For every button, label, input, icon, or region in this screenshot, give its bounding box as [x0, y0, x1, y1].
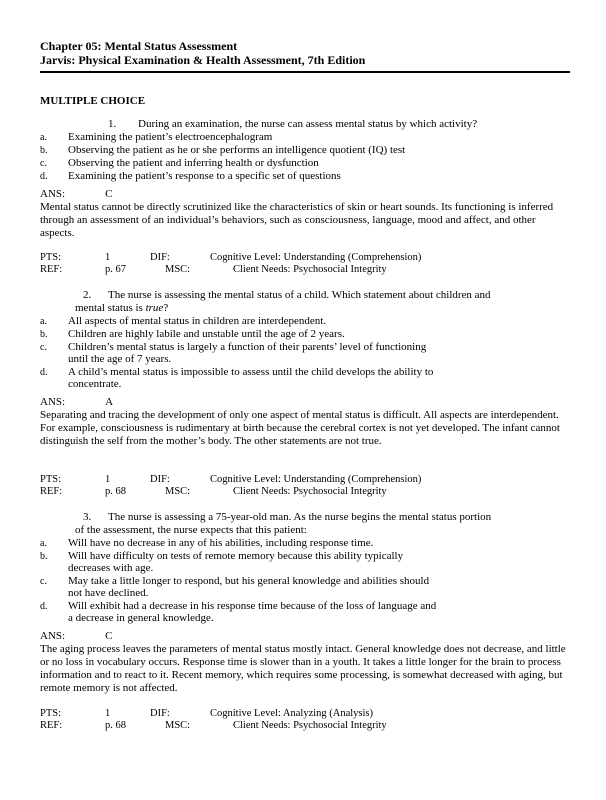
msc-label: MSC:: [165, 264, 191, 275]
option-letter: d.: [40, 601, 48, 612]
question-2-answer: [40, 396, 113, 409]
question-emphasis: true: [145, 302, 164, 314]
ref-value: p. 67: [105, 264, 126, 275]
question-3-option-a: [40, 537, 565, 550]
option-text: A child’s mental status is impossible to assess until the child develops the ability to: [68, 366, 434, 378]
answer-value: C: [105, 630, 113, 642]
pts-value: 1: [105, 252, 111, 263]
ref-label: REF:: [40, 486, 63, 497]
msc-value: Client Needs: Psychosocial Integrity: [233, 486, 387, 497]
ref-label: REF:: [40, 720, 63, 731]
question-3-answer: [40, 630, 112, 643]
book-title: Jarvis: Physical Examination & Health Assessment, 7th Edition: [40, 53, 366, 67]
answer-label: ANS:: [40, 630, 66, 642]
question-2-option-d-cont: concentrate.: [68, 378, 122, 390]
question-3-stem-cont: of the assessment, the nurse expects that this patient:: [75, 524, 307, 536]
question-1-stem: [40, 118, 565, 131]
question-3-meta-row-2: [40, 719, 570, 732]
question-1-option-a: [40, 131, 565, 144]
question-2-stem: [40, 289, 565, 302]
answer-value: C: [105, 188, 113, 200]
question-1-rationale: Mental status cannot be directly scrutinized like the characteristics of skin or heart sounds. Its functioning is inferred through an assessment of an individual’s behaviors, such as consciousness, language, mood and affect, and other aspects.: [40, 201, 554, 239]
option-text: Will have no decrease in any of his abilities, including response time.: [68, 537, 374, 549]
option-letter: c.: [40, 576, 47, 587]
question-3-rationale: The aging process leaves the parameters of mental status mostly intact. General knowledge does not decrease, and little or no loss in vocabulary occurs. Response time is slower than in a youth. It takes a little longer for the brain to process information and to react to it. Recent memory, which requires some processing, is somewhat decreased with aging, but remote memory is not affected.: [40, 643, 566, 694]
question-text: The nurse is assessing a 75-year-old man. As the nurse begins the mental status portion: [108, 511, 492, 523]
option-text: Will have difficulty on tests of remote memory because this ability typically: [68, 550, 404, 562]
option-text: Children are highly labile and unstable until the age of 2 years.: [68, 328, 345, 340]
question-2-stem-cont: [75, 302, 565, 315]
option-text: Observing the patient and inferring health or dysfunction: [68, 157, 319, 169]
pts-label: PTS:: [40, 474, 62, 485]
dif-value: Cognitive Level: Understanding (Comprehension): [210, 252, 422, 263]
option-letter: d.: [40, 171, 48, 182]
question-2-option-a: [40, 315, 565, 328]
dif-label: DIF:: [150, 474, 170, 485]
option-text: Observing the patient as he or she performs an intelligence quotient (IQ) test: [68, 144, 406, 156]
option-letter: b.: [40, 329, 48, 340]
question-number: 1.: [108, 118, 117, 130]
option-letter: d.: [40, 367, 48, 378]
option-text: May take a little longer to respond, but his general knowledge and abilities should: [68, 575, 430, 587]
msc-value: Client Needs: Psychosocial Integrity: [233, 264, 387, 275]
question-3-option-b-cont: decreases with age.: [68, 562, 154, 574]
msc-label: MSC:: [165, 720, 191, 731]
pts-value: 1: [105, 708, 111, 719]
option-letter: c.: [40, 158, 47, 169]
option-text: Children’s mental status is largely a function of their parents’ level of functioning: [68, 341, 427, 353]
option-text: All aspects of mental status in children are interdependent.: [68, 315, 327, 327]
option-letter: b.: [40, 551, 48, 562]
answer-label: ANS:: [40, 188, 66, 200]
pts-label: PTS:: [40, 708, 62, 719]
question-2-rationale: Separating and tracing the development of only one aspect of mental status is difficult. All aspects are interdependent. For example, consciousness is rudimentary at birth because the cerebral cortex is not yet developed. The infant cannot distinguish the self from the mother’s body. The other statements are not true.: [40, 409, 560, 447]
option-letter: a.: [40, 132, 47, 143]
question-1-option-b: [40, 144, 565, 157]
ref-value: p. 68: [105, 486, 126, 497]
question-3-option-d-cont: a decrease in general knowledge.: [68, 612, 214, 624]
question-1-option-c: [40, 157, 565, 170]
dif-label: DIF:: [150, 708, 170, 719]
option-text: Examining the patient’s electroencephalogram: [68, 131, 273, 143]
msc-label: MSC:: [165, 486, 191, 497]
msc-value: Client Needs: Psychosocial Integrity: [233, 720, 387, 731]
question-number: 3.: [83, 511, 92, 523]
ref-value: p. 68: [105, 720, 126, 731]
section-title: MULTIPLE CHOICE: [40, 95, 146, 107]
option-text: Examining the patient’s response to a specific set of questions: [68, 170, 341, 182]
chapter-title: Chapter 05: Mental Status Assessment: [40, 39, 238, 53]
question-3-option-c-cont: not have declined.: [68, 587, 149, 599]
ref-label: REF:: [40, 264, 63, 275]
header-rule: [40, 71, 570, 73]
pts-label: PTS:: [40, 252, 62, 263]
option-letter: a.: [40, 316, 47, 327]
page-header: [40, 39, 570, 67]
question-number: 2.: [83, 289, 92, 301]
question-2-option-c-cont: until the age of 7 years.: [68, 353, 172, 365]
dif-value: Cognitive Level: Understanding (Comprehension): [210, 474, 422, 485]
question-1-answer: [40, 188, 112, 201]
question-2-meta-row-2: [40, 485, 570, 498]
answer-label: ANS:: [40, 396, 66, 408]
question-3-stem: [40, 511, 565, 524]
option-letter: b.: [40, 145, 48, 156]
option-letter: a.: [40, 538, 47, 549]
question-text-cont: mental status is: [75, 302, 146, 314]
pts-value: 1: [105, 474, 111, 485]
question-text: The nurse is assessing the mental status of a child. Which statement about children and: [108, 289, 491, 301]
dif-label: DIF:: [150, 252, 170, 263]
dif-value: Cognitive Level: Analyzing (Analysis): [210, 708, 374, 719]
question-1-meta-row-2: [40, 263, 570, 276]
answer-value: A: [105, 396, 114, 408]
question-end: ?: [163, 302, 169, 314]
question-2-option-b: [40, 328, 565, 341]
question-1-option-d: [40, 170, 565, 183]
option-letter: c.: [40, 342, 47, 353]
option-text: Will exhibit had a decrease in his response time because of the loss of language and: [68, 600, 437, 612]
question-text: During an examination, the nurse can assess mental status by which activity?: [138, 118, 478, 130]
